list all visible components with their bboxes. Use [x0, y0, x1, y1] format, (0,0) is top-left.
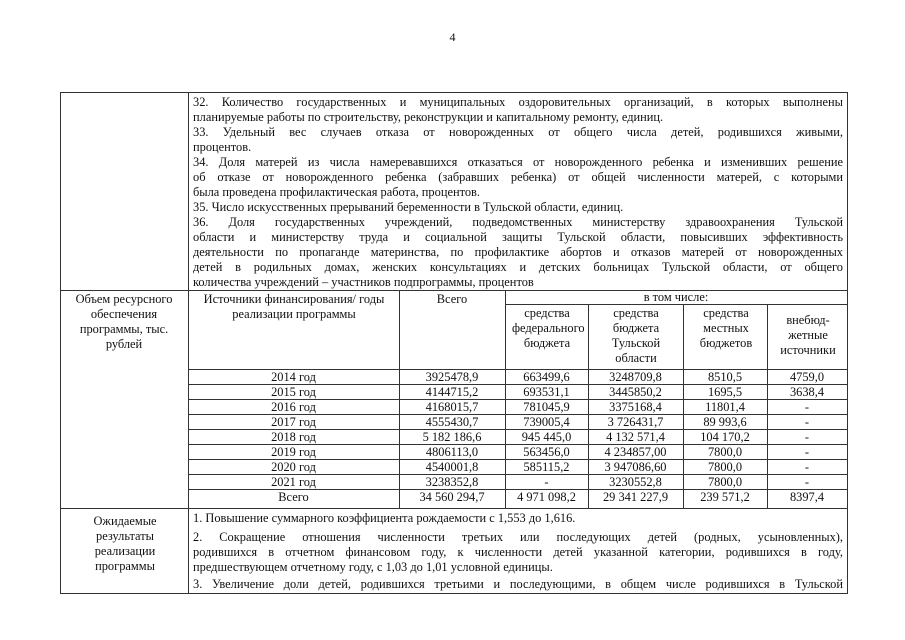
row-federal: 693531,1 [523, 385, 570, 399]
result-2-line-2: родившихся в отчетном финансовом году, к численности детей указанной категории, родившихся в году, [193, 545, 843, 559]
header-federal: средства федерального бюджета [512, 306, 585, 350]
row-year: 2014 год [271, 370, 316, 384]
row-regional: 3248709,8 [609, 370, 662, 384]
row-year: 2021 год [271, 475, 316, 489]
total-row-label: Всего [278, 490, 309, 504]
row-federal: 563456,0 [523, 445, 570, 459]
row-total: 4144715,2 [425, 385, 479, 399]
row-total: 4540001,8 [425, 460, 479, 474]
row-offbudget: - [804, 475, 810, 489]
total-row-local: 239 571,2 [700, 490, 750, 504]
indicator-36-line-4: детей в родильных домах, женских консультациях и детских больницах Тульской области, от общего [193, 260, 843, 274]
header-including: в том числе: [643, 290, 709, 304]
row-year: 2017 год [271, 415, 316, 429]
row-local: 89 993,6 [703, 415, 747, 429]
indicator-33-line-1: 33. Удельный вес случаев отказа от новорожденных от общего числа детей, родившихся живыми, [193, 125, 843, 139]
row-regional: 4 234857,00 [604, 445, 667, 459]
total-row-federal: 4 971 098,2 [517, 490, 576, 504]
indicator-33-line-2: процентов. [193, 140, 252, 154]
row-local: 104 170,2 [700, 430, 750, 444]
header-sources: Источники финансирования/ годы реализации программы [203, 292, 385, 321]
row-local: 7800,0 [707, 445, 743, 459]
row-local: 1695,5 [707, 385, 743, 399]
row-offbudget: - [804, 415, 810, 429]
row-federal: 585115,2 [523, 460, 570, 474]
total-row-total: 34 560 294,7 [419, 490, 485, 504]
row-total: 4168015,7 [425, 400, 479, 414]
indicator-36-line-1: 36. Доля государственных учреждений, подведомственных министерству здравоохранения Тульской [193, 215, 843, 229]
total-row-offbudget: 8397,4 [789, 490, 825, 504]
row-local: 11801,4 [705, 400, 745, 414]
row-offbudget: - [804, 460, 810, 474]
row-federal: 945 445,0 [521, 430, 572, 444]
row-total: 4555430,7 [425, 415, 479, 429]
results-label: Ожидаемые результаты реализации программы [93, 514, 157, 573]
row-regional: 3375168,4 [609, 400, 662, 414]
row-offbudget: - [804, 430, 810, 444]
row-federal: - [544, 475, 549, 489]
result-3-line-1: 3. Увеличение доли детей, родившихся третьими и последующими, в общем числе родившихся в Тульской [193, 577, 843, 591]
row-federal: 663499,6 [523, 370, 570, 384]
row-year: 2015 год [271, 385, 316, 399]
row-total: 5 182 186,6 [422, 430, 482, 444]
indicator-36-line-2: области и министерству труда и социальной защиты Тульской области, повысивших эффективность [193, 230, 843, 244]
indicator-34-line-1: 34. Доля матерей из числа намеревавшихся отказаться от новорожденного ребенка и изменивших решение [193, 155, 843, 169]
row-year: 2016 год [271, 400, 316, 414]
total-row-regional: 29 341 227,9 [602, 490, 669, 504]
header-local: средства местных бюджетов [699, 306, 753, 350]
row-offbudget: 3638,4 [789, 385, 825, 399]
row-total: 3925478,9 [425, 370, 479, 384]
indicator-36-line-5: количества учреждений – участников подпрограммы, процентов [193, 275, 534, 289]
page-number: 4 [449, 30, 456, 44]
indicator-34-line-2: об отказе от новорожденного ребенка (забравших ребенка) от общей численности матерей, с которыми [193, 170, 843, 184]
row-local: 8510,5 [707, 370, 743, 384]
row-regional: 3 947086,60 [604, 460, 667, 474]
row-year: 2019 год [271, 445, 316, 459]
header-regional: средства бюджета Тульской области [611, 306, 661, 365]
header-offbudget: внебюд-жетные источники [780, 313, 836, 357]
indicator-32-line-1: 32. Количество государственных и муниципальных оздоровительных организаций, в которых выполнены [193, 95, 843, 109]
row-regional: 3230552,8 [609, 475, 662, 489]
result-2-line-1: 2. Сокращение отношения численности третьих или последующих детей (родных, усыновленных), [193, 530, 843, 544]
indicator-34-line-3: была проведена профилактическая работа, процентов. [193, 185, 480, 199]
row-regional: 3445850,2 [609, 385, 662, 399]
row-federal: 781045,9 [523, 400, 570, 414]
row-federal: 739005,4 [523, 415, 570, 429]
result-2-line-3: предшествующем отчетному году, с 1,03 до 1,01 условной единицы. [193, 560, 553, 574]
row-regional: 4 132 571,4 [606, 430, 665, 444]
row-year: 2020 год [271, 460, 316, 474]
row-local: 7800,0 [707, 475, 743, 489]
row-year: 2018 год [271, 430, 316, 444]
row-total: 3238352,8 [425, 475, 479, 489]
row-local: 7800,0 [707, 460, 743, 474]
indicator-36-line-3: деятельности по пропаганде материнства, по профилактике абортов и отказов матерей от новорожденных [193, 245, 843, 259]
row-offbudget: 4759,0 [789, 370, 825, 384]
header-total: Всего [436, 292, 468, 306]
row-offbudget: - [804, 400, 810, 414]
row-total: 4806113,0 [425, 445, 479, 459]
indicator-32-line-2: планируемые работы по строительству, реконструкции и капитальному ремонту, единиц. [193, 110, 664, 124]
row-regional: 3 726431,7 [607, 415, 664, 429]
funding-label: Объем ресурсного обеспечения программы, тыс. рублей [75, 292, 173, 351]
indicator-35-line-1: 35. Число искусственных прерываний беременности в Тульской области, единиц. [193, 200, 624, 214]
result-1-line-1: 1. Повышение суммарного коэффициента рождаемости с 1,553 до 1,616. [193, 511, 576, 525]
row-offbudget: - [804, 445, 810, 459]
